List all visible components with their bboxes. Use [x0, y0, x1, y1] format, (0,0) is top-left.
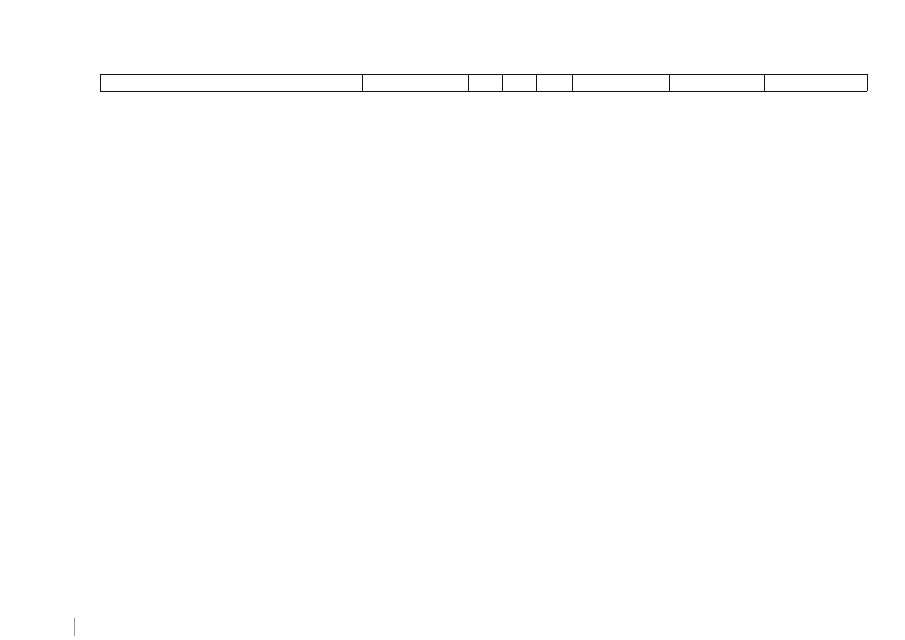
header-divider — [468, 74, 469, 91]
header-2018 — [572, 74, 669, 92]
header-divider — [867, 74, 868, 91]
header-2020 — [764, 74, 867, 92]
header-csr — [362, 74, 468, 92]
header-pr — [502, 74, 536, 92]
header-name — [100, 74, 362, 92]
header-divider — [572, 74, 573, 91]
header-2019 — [669, 74, 764, 92]
header-vr — [536, 74, 572, 92]
header-divider — [669, 74, 670, 91]
scan-mark — [74, 618, 75, 636]
header-divider — [764, 74, 765, 91]
header-divider — [362, 74, 363, 91]
header-rz — [468, 74, 502, 92]
header-divider — [502, 74, 503, 91]
header-divider — [100, 74, 101, 91]
header-divider — [536, 74, 537, 91]
